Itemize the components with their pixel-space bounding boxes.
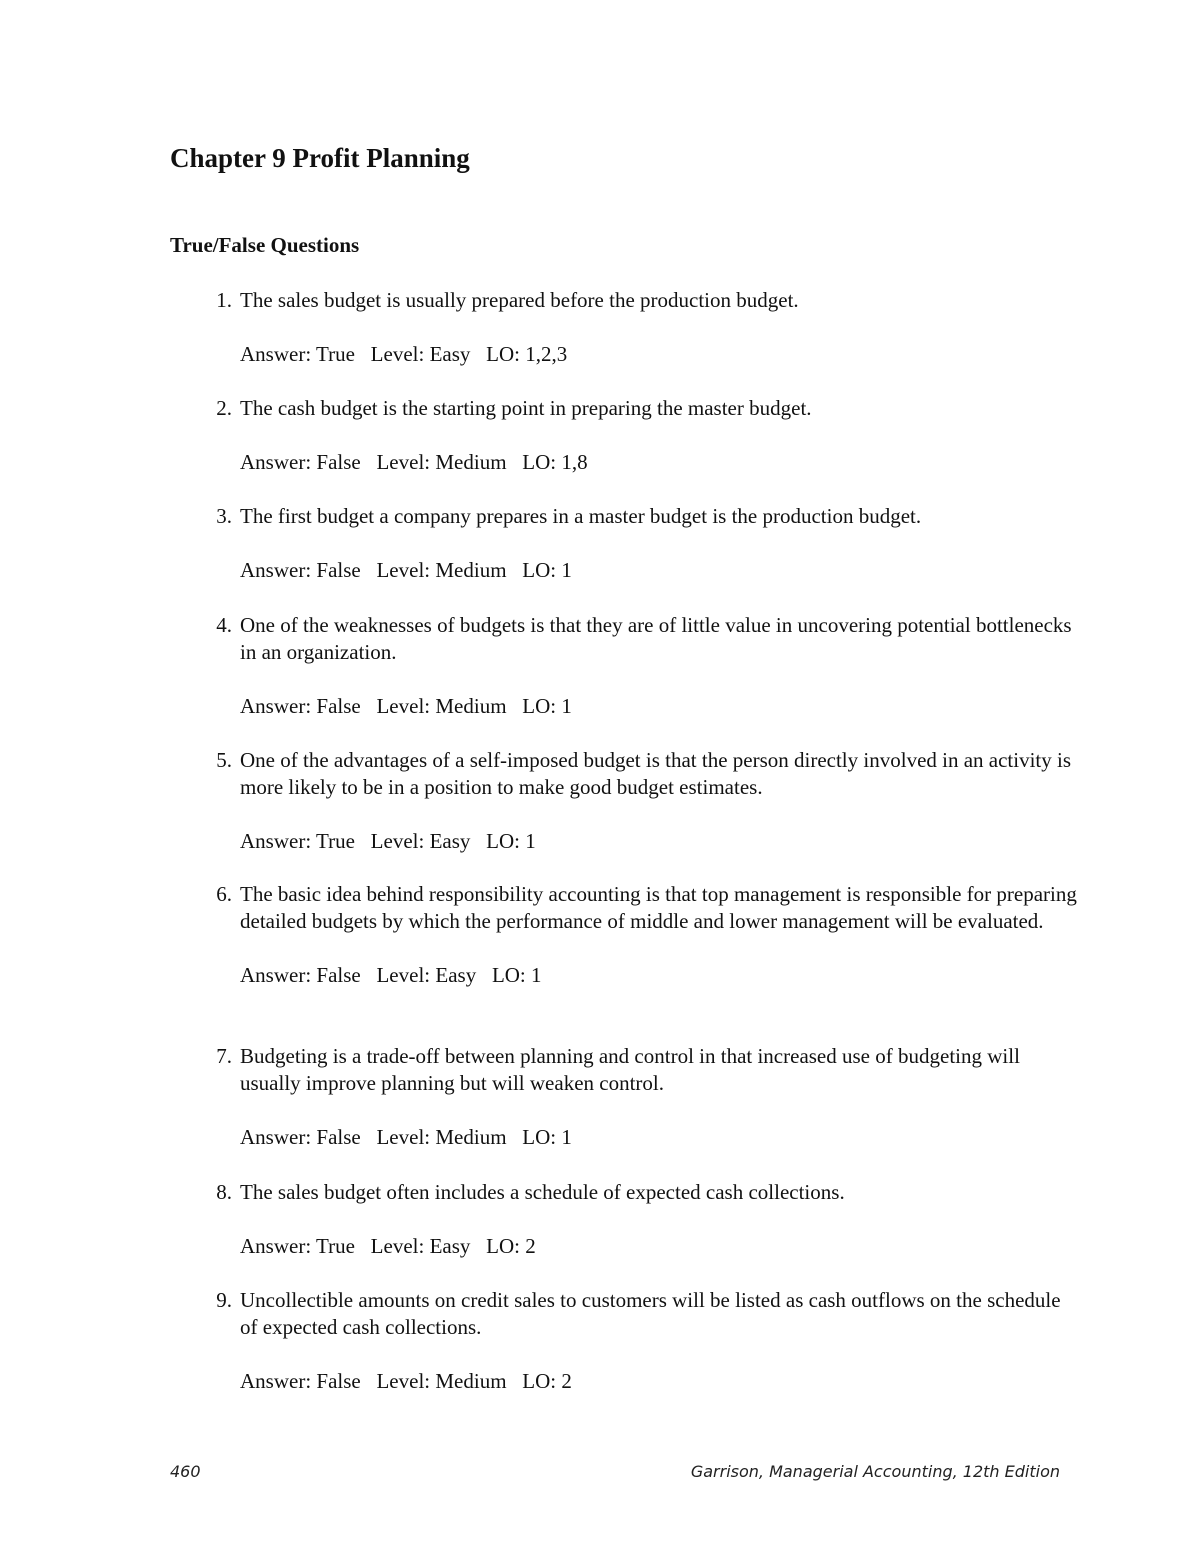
question-text: The first budget a company prepares in a master budget is the production budget. (240, 504, 922, 528)
section-heading: True/False Questions (170, 233, 360, 257)
question-item (216, 503, 1080, 584)
question-text: The sales budget is usually prepared before the production budget. (240, 288, 799, 312)
question-answer: Answer: True Level: Easy LO: 1 (240, 829, 536, 853)
question-number: 6. (216, 882, 232, 906)
question-item (216, 747, 1080, 855)
question-item (216, 1179, 1080, 1260)
question-answer: Answer: False Level: Medium LO: 1 (240, 558, 572, 582)
chapter-title: Chapter 9 Profit Planning (170, 143, 470, 173)
question-text: Budgeting is a trade-off between planning and control in that increased use of budgeting will usually improve planning but will weaken control. (240, 1044, 1020, 1095)
question-text: Uncollectible amounts on credit sales to customers will be listed as cash outflows on the schedule of expected cash collections. (240, 1288, 1061, 1339)
question-number: 4. (216, 613, 232, 637)
question-text: One of the weaknesses of budgets is that they are of little value in uncovering potential bottlenecks in an organization. (240, 613, 1072, 664)
question-item (216, 287, 1080, 368)
question-item (216, 612, 1080, 720)
question-answer: Answer: True Level: Easy LO: 1,2,3 (240, 342, 568, 366)
question-answer: Answer: False Level: Easy LO: 1 (240, 963, 542, 987)
question-item (216, 1287, 1080, 1395)
question-text: One of the advantages of a self-imposed budget is that the person directly involved in an activity is more likely to be in a position to make good budget estimates. (240, 748, 1072, 799)
question-number: 7. (216, 1044, 232, 1068)
question-answer: Answer: True Level: Easy LO: 2 (240, 1234, 536, 1258)
question-answer: Answer: False Level: Medium LO: 2 (240, 1369, 572, 1393)
question-number: 9. (216, 1288, 232, 1312)
question-number: 8. (216, 1180, 232, 1204)
question-number: 1. (216, 288, 232, 312)
book-title: Garrison, Managerial Accounting, 12th Edition (690, 1462, 1060, 1481)
question-answer: Answer: False Level: Medium LO: 1 (240, 1125, 572, 1149)
question-answer: Answer: False Level: Medium LO: 1,8 (240, 450, 588, 474)
question-item (216, 395, 1080, 476)
question-text: The basic idea behind responsibility accounting is that top management is responsible for preparing detailed budgets by which the performance of middle and lower management will be evaluated. (240, 882, 1077, 933)
question-answer: Answer: False Level: Medium LO: 1 (240, 694, 572, 718)
question-text: The sales budget often includes a schedule of expected cash collections. (240, 1180, 845, 1204)
question-item (216, 881, 1080, 989)
question-number: 5. (216, 748, 232, 772)
question-number: 2. (216, 396, 232, 420)
page-number: 460 (170, 1462, 201, 1481)
question-text: The cash budget is the starting point in preparing the master budget. (240, 396, 812, 420)
question-number: 3. (216, 504, 232, 528)
question-item (216, 1043, 1080, 1151)
